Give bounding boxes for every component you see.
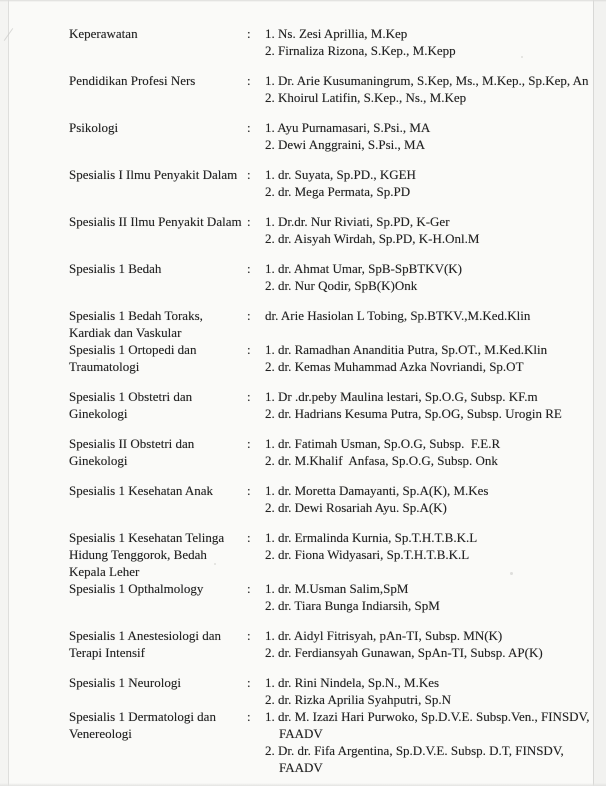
colon-separator: : (247, 308, 251, 323)
staff-entry: 1. Dr .dr.peby Maulina lestari, Sp.O.G, Subsp. KF.m (265, 389, 538, 404)
specialty-label-line: Ginekologi (69, 406, 128, 421)
specialty-label (69, 580, 247, 597)
colon-separator: : (247, 26, 251, 41)
specialty-label (69, 674, 247, 691)
specialty-row (69, 708, 591, 776)
staff-entry: 2. Dewi Anggraini, S.Psi., MA (265, 137, 425, 152)
staff-list (265, 25, 591, 59)
specialty-label-line: Traumatologi (69, 359, 140, 374)
specialty-row (69, 435, 591, 469)
staff-entry: 2. dr. M.Khalif Anfasa, Sp.O.G, Subsp. Onk (265, 453, 498, 468)
staff-entry: 1. dr. Ramadhan Ananditia Putra, Sp.OT., M.Ked.Klin (265, 342, 548, 357)
specialty-label (69, 119, 247, 136)
specialty-label (69, 260, 247, 277)
staff-list (265, 213, 591, 247)
staff-entry: 1. dr. Suyata, Sp.PD., KGEH (265, 167, 416, 182)
specialty-row (69, 25, 591, 59)
staff-entry: 2. dr. Mega Permata, Sp.PD (265, 184, 411, 199)
staff-entry: 2. dr. Fiona Widyasari, Sp.T.H.T.B.K.L (265, 547, 470, 562)
specialty-label-line: Spesialis I Ilmu Penyakit Dalam (69, 167, 238, 182)
staff-entry: 1. Dr.dr. Nur Riviati, Sp.PD, K-Ger (265, 214, 450, 229)
staff-list (265, 341, 591, 375)
staff-entry: 1. dr. Moretta Damayanti, Sp.A(K), M.Kes (265, 483, 489, 498)
specialty-row (69, 529, 591, 580)
specialty-label-line: Spesialis 1 Bedah Toraks, (69, 308, 203, 323)
specialty-label-line: Ginekologi (69, 453, 128, 468)
specialty-row (69, 260, 591, 294)
specialty-label-line: Spesialis 1 Dermatologi dan (69, 709, 216, 724)
specialty-label-line: Spesialis 1 Bedah (69, 261, 162, 276)
specialty-row (69, 674, 591, 708)
staff-entry: 2. dr. Tiara Bunga Indiarsih, SpM (265, 598, 440, 613)
colon-separator: : (247, 389, 251, 404)
colon-separator: : (247, 73, 251, 88)
scan-edge-left-margin (0, 0, 8, 786)
specialty-row (69, 119, 591, 153)
specialty-label-line: Spesialis 1 Obstetri dan (69, 389, 193, 404)
staff-list (265, 307, 591, 324)
staff-entry: 2. Khoirul Latifin, S.Kep., Ns., M.Kep (265, 90, 467, 105)
specialty-label (69, 307, 247, 341)
staff-entry: 1. dr. M.Usman Salim,SpM (265, 581, 409, 596)
specialty-row (69, 166, 591, 200)
staff-entry: 2. Firnaliza Rizona, S.Kep., M.Kepp (265, 43, 456, 58)
staff-entry: dr. Arie Hasiolan L Tobing, Sp.BTKV.,M.Ked.Klin (265, 308, 531, 323)
specialty-row (69, 72, 591, 106)
scan-edge-right-line (593, 0, 594, 786)
staff-entry: 2. Dr. dr. Fifa Argentina, Sp.D.V.E. Subsp. D.T, FINSDV, (265, 743, 564, 758)
staff-entry: 1. dr. Aidyl Fitrisyah, pAn-TI, Subsp. MN(K) (265, 628, 503, 643)
staff-list (265, 627, 591, 661)
staff-list (265, 674, 591, 708)
staff-entry: 1. dr. M. Izazi Hari Purwoko, Sp.D.V.E. Subsp.Ven., FINSDV, (265, 709, 590, 724)
specialty-label-line: Hidung Tenggorok, Bedah (69, 547, 207, 562)
staff-list (265, 580, 591, 614)
specialty-label-line: Pendidikan Profesi Ners (69, 73, 196, 88)
specialty-label-line: Spesialis 1 Neurologi (69, 675, 181, 690)
staff-entry: 1. dr. Rini Nindela, Sp.N., M.Kes (265, 675, 440, 690)
specialty-label-line: Spesialis 1 Opthalmology (69, 581, 204, 596)
colon-separator: : (247, 342, 251, 357)
specialty-label (69, 482, 247, 499)
specialty-label-line: Spesialis 1 Kesehatan Telinga (69, 530, 225, 545)
specialty-label (69, 166, 247, 183)
specialty-label (69, 72, 247, 89)
staff-entry: 2. dr. Nur Qodir, SpB(K)Onk (265, 278, 418, 293)
colon-separator: : (247, 628, 251, 643)
specialty-label-line: Terapi Intensif (69, 645, 145, 660)
specialty-row (69, 307, 591, 341)
specialty-label-line: Spesialis 1 Ortopedi dan (69, 342, 197, 357)
specialty-row (69, 627, 591, 661)
colon-separator: : (247, 214, 251, 229)
staff-entry-continuation: FAADV (279, 760, 323, 775)
specialty-label (69, 708, 247, 742)
staff-entry: 1. Ns. Zesi Aprillia, M.Kep (265, 26, 408, 41)
staff-list (265, 708, 591, 776)
colon-separator: : (247, 436, 251, 451)
staff-list (265, 529, 591, 563)
staff-list (265, 72, 591, 106)
colon-separator: : (247, 483, 251, 498)
specialty-label (69, 341, 247, 375)
specialty-label (69, 529, 247, 580)
staff-entry: 2. dr. Hadrians Kesuma Putra, Sp.OG, Subsp. Urogin RE (265, 406, 562, 421)
specialty-label (69, 388, 247, 422)
scan-edge-top (0, 0, 606, 2)
colon-separator: : (247, 581, 251, 596)
staff-list (265, 482, 591, 516)
specialty-label-line: Spesialis 1 Kesehatan Anak (69, 483, 214, 498)
scan-edge-right-margin (594, 0, 606, 786)
staff-list (265, 388, 591, 422)
staff-entry: 1. Dr. Arie Kusumaningrum, S.Kep, Ms., M.Kep., Sp.Kep, An (265, 73, 589, 88)
staff-entry: 2. dr. Rizka Aprilia Syahputri, Sp.N (265, 692, 451, 707)
specialty-label-line: Spesialis II Ilmu Penyakit Dalam (69, 214, 242, 229)
staff-entry: 1. dr. Fatimah Usman, Sp.O.G, Subsp. F.E.R (265, 436, 501, 451)
staff-entry: 1. dr. Ahmat Umar, SpB-SpBTKV(K) (265, 261, 462, 276)
specialty-label (69, 435, 247, 469)
staff-entry: 2. dr. Kemas Muhammad Azka Novriandi, Sp.OT (265, 359, 524, 374)
staff-list (265, 119, 591, 153)
specialty-row (69, 580, 591, 614)
staff-entry: 1. dr. Ermalinda Kurnia, Sp.T.H.T.B.K.L (265, 530, 478, 545)
colon-separator: : (247, 530, 251, 545)
staff-entry: 2. dr. Aisyah Wirdah, Sp.PD, K-H.Onl.M (265, 231, 480, 246)
colon-separator: : (247, 167, 251, 182)
specialty-label-line: Keperawatan (69, 26, 138, 41)
staff-list (265, 260, 591, 294)
staff-entry: 2. dr. Ferdiansyah Gunawan, SpAn-TI, Subsp. AP(K) (265, 645, 543, 660)
specialty-label (69, 213, 247, 230)
specialty-label (69, 627, 247, 661)
specialty-label (69, 25, 247, 42)
specialty-label-line: Spesialis II Obstetri dan (69, 436, 195, 451)
specialty-staff-list (69, 25, 591, 786)
specialty-label-line: Kardiak dan Vaskular (69, 325, 182, 340)
staff-list (265, 166, 591, 200)
colon-separator: : (247, 675, 251, 690)
staff-entry: 1. Ayu Purnamasari, S.Psi., MA (265, 120, 431, 135)
colon-separator: : (247, 120, 251, 135)
staff-entry-continuation: FAADV (279, 726, 323, 741)
specialty-row (69, 388, 591, 422)
specialty-label-line: Venereologi (69, 726, 132, 741)
colon-separator: : (247, 709, 251, 724)
scan-edge-left-line (8, 0, 9, 786)
specialty-label-line: Kepala Leher (69, 564, 140, 579)
specialty-row (69, 482, 591, 516)
staff-entry: 2. dr. Dewi Rosariah Ayu. Sp.A(K) (265, 500, 447, 515)
specialty-label-line: Spesialis 1 Anestesiologi dan (69, 628, 222, 643)
specialty-row (69, 341, 591, 375)
colon-separator: : (247, 261, 251, 276)
staff-list (265, 435, 591, 469)
specialty-row (69, 213, 591, 247)
specialty-label-line: Psikologi (69, 120, 119, 135)
